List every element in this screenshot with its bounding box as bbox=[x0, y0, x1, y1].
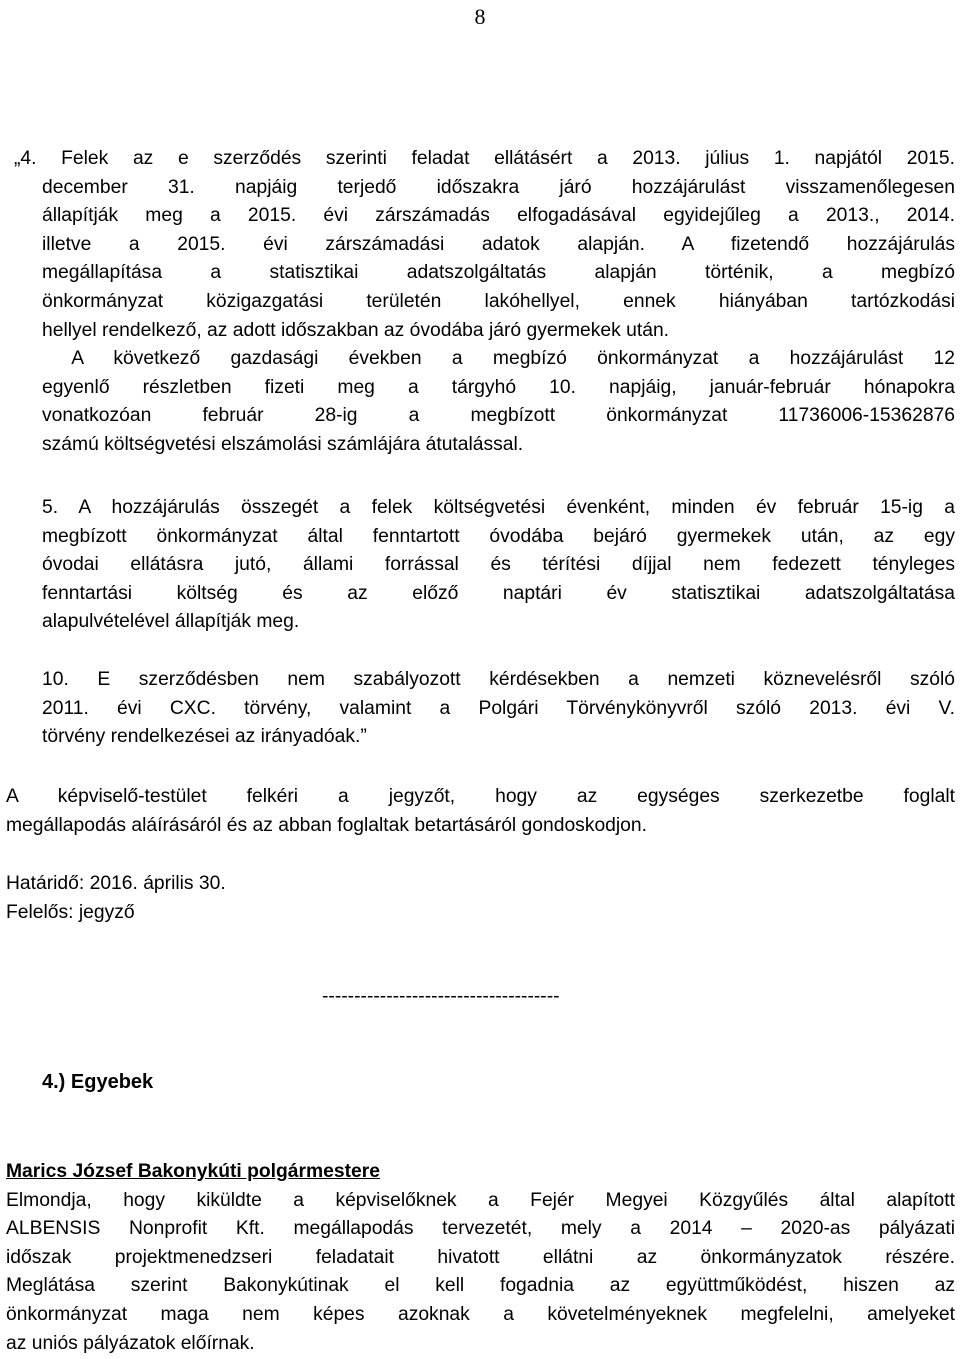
section-10 bbox=[42, 666, 955, 752]
resolution bbox=[6, 783, 955, 840]
responsible: Felelős: jegyző bbox=[6, 901, 135, 923]
text-line: „4. Felek az e szerződés szerinti feladat ellátásért a 2013. július 1. napjától 2015. bbox=[14, 148, 955, 169]
text-line: vonatkozóan február 28-ig a megbízott önkormányzat 11736006-15362876 bbox=[42, 405, 955, 427]
speaker-name: Marics József Bakonykúti polgármestere bbox=[6, 1161, 380, 1182]
text-line: megállapodás aláírásáról és az abban foglaltak betartásáról gondoskodjon. bbox=[6, 814, 647, 836]
agenda-item-heading: 4.) Egyebek bbox=[42, 1071, 154, 1093]
text-line: Meglátása szerint Bakonykútinak el kell fogadnia az együttműködést, hiszen az bbox=[6, 1275, 955, 1297]
text-line: állapítják meg a 2015. évi zárszámadás elfogadásával egyidejűleg a 2013., 2014. bbox=[42, 205, 955, 227]
text-line: önkormányzat közigazgatási területén lakóhellyel, ennek hiányában tartózkodási bbox=[42, 290, 955, 312]
text-line: számú költségvetési elszámolási számlájára átutalással. bbox=[42, 433, 524, 455]
speaker-block bbox=[6, 1158, 955, 1358]
text-line: óvodai ellátásra jutó, állami forrással és térítési díjjal nem fedezett tényleges bbox=[42, 554, 955, 576]
page-number: 8 bbox=[474, 4, 486, 29]
section-4-body bbox=[42, 174, 955, 460]
text-line: Elmondja, hogy kiküldte a képviselőknek a Fejér Megyei Közgyűlés által alapított bbox=[6, 1189, 955, 1211]
text-line: illetve a 2015. évi zárszámadási adatok alapján. A fizetendő hozzájárulás bbox=[42, 233, 955, 255]
text-line: alapulvételével állapítják meg. bbox=[42, 611, 300, 633]
text-line: 2011. évi CXC. törvény, valamint a Polgári Törvénykönyvről szóló 2013. évi V. bbox=[42, 697, 955, 719]
text-line: fenntartási költség és az előző naptári év statisztikai adatszolgáltatása bbox=[42, 582, 955, 604]
separator-line: ------------------------------------- bbox=[322, 986, 560, 1007]
text-line: ALBENSIS Nonprofit Kft. megállapodás tervezetét, mely a 2014 – 2020-as pályázati bbox=[6, 1218, 955, 1240]
text-line: december 31. napjáig terjedő időszakra járó hozzájárulást visszamenőlegesen bbox=[42, 176, 955, 198]
section-4 bbox=[14, 145, 955, 174]
text-line: egyenlő részletben fizeti meg a tárgyhó 10. napjáig, január-február hónapokra bbox=[42, 376, 955, 398]
text-line: az uniós pályázatok előírnak. bbox=[6, 1332, 255, 1354]
text-line: időszak projektmenedzseri feladatait hivatott ellátni az önkormányzatok részére. bbox=[6, 1246, 955, 1268]
text-line: 5. A hozzájárulás összegét a felek költségvetési évenként, minden év február 15-ig a bbox=[42, 497, 955, 518]
text-line: megállapítása a statisztikai adatszolgáltatás alapján történik, a megbízó bbox=[42, 262, 955, 284]
text-line: önkormányzat maga nem képes azoknak a követelményeknek megfelelni, amelyeket bbox=[6, 1303, 955, 1325]
section-5 bbox=[42, 494, 955, 637]
text-line: hellyel rendelkező, az adott időszakban az óvodába járó gyermekek után. bbox=[42, 319, 670, 341]
text-line: megbízott önkormányzat által fenntartott óvodába bejáró gyermekek után, az egy bbox=[42, 525, 955, 547]
text-line: törvény rendelkezései az irányadóak.” bbox=[42, 726, 367, 748]
deadline: Határidő: 2016. április 30. bbox=[6, 873, 226, 894]
text-line: 10. E szerződésben nem szabályozott kérdésekben a nemzeti köznevelésről szóló bbox=[42, 669, 955, 690]
text-line: A következő gazdasági években a megbízó önkormányzat a hozzájárulást 12 bbox=[42, 348, 955, 370]
deadline-block bbox=[6, 870, 955, 927]
text-line: A képviselő-testület felkéri a jegyzőt, hogy az egységes szerkezetbe foglalt bbox=[6, 786, 955, 807]
